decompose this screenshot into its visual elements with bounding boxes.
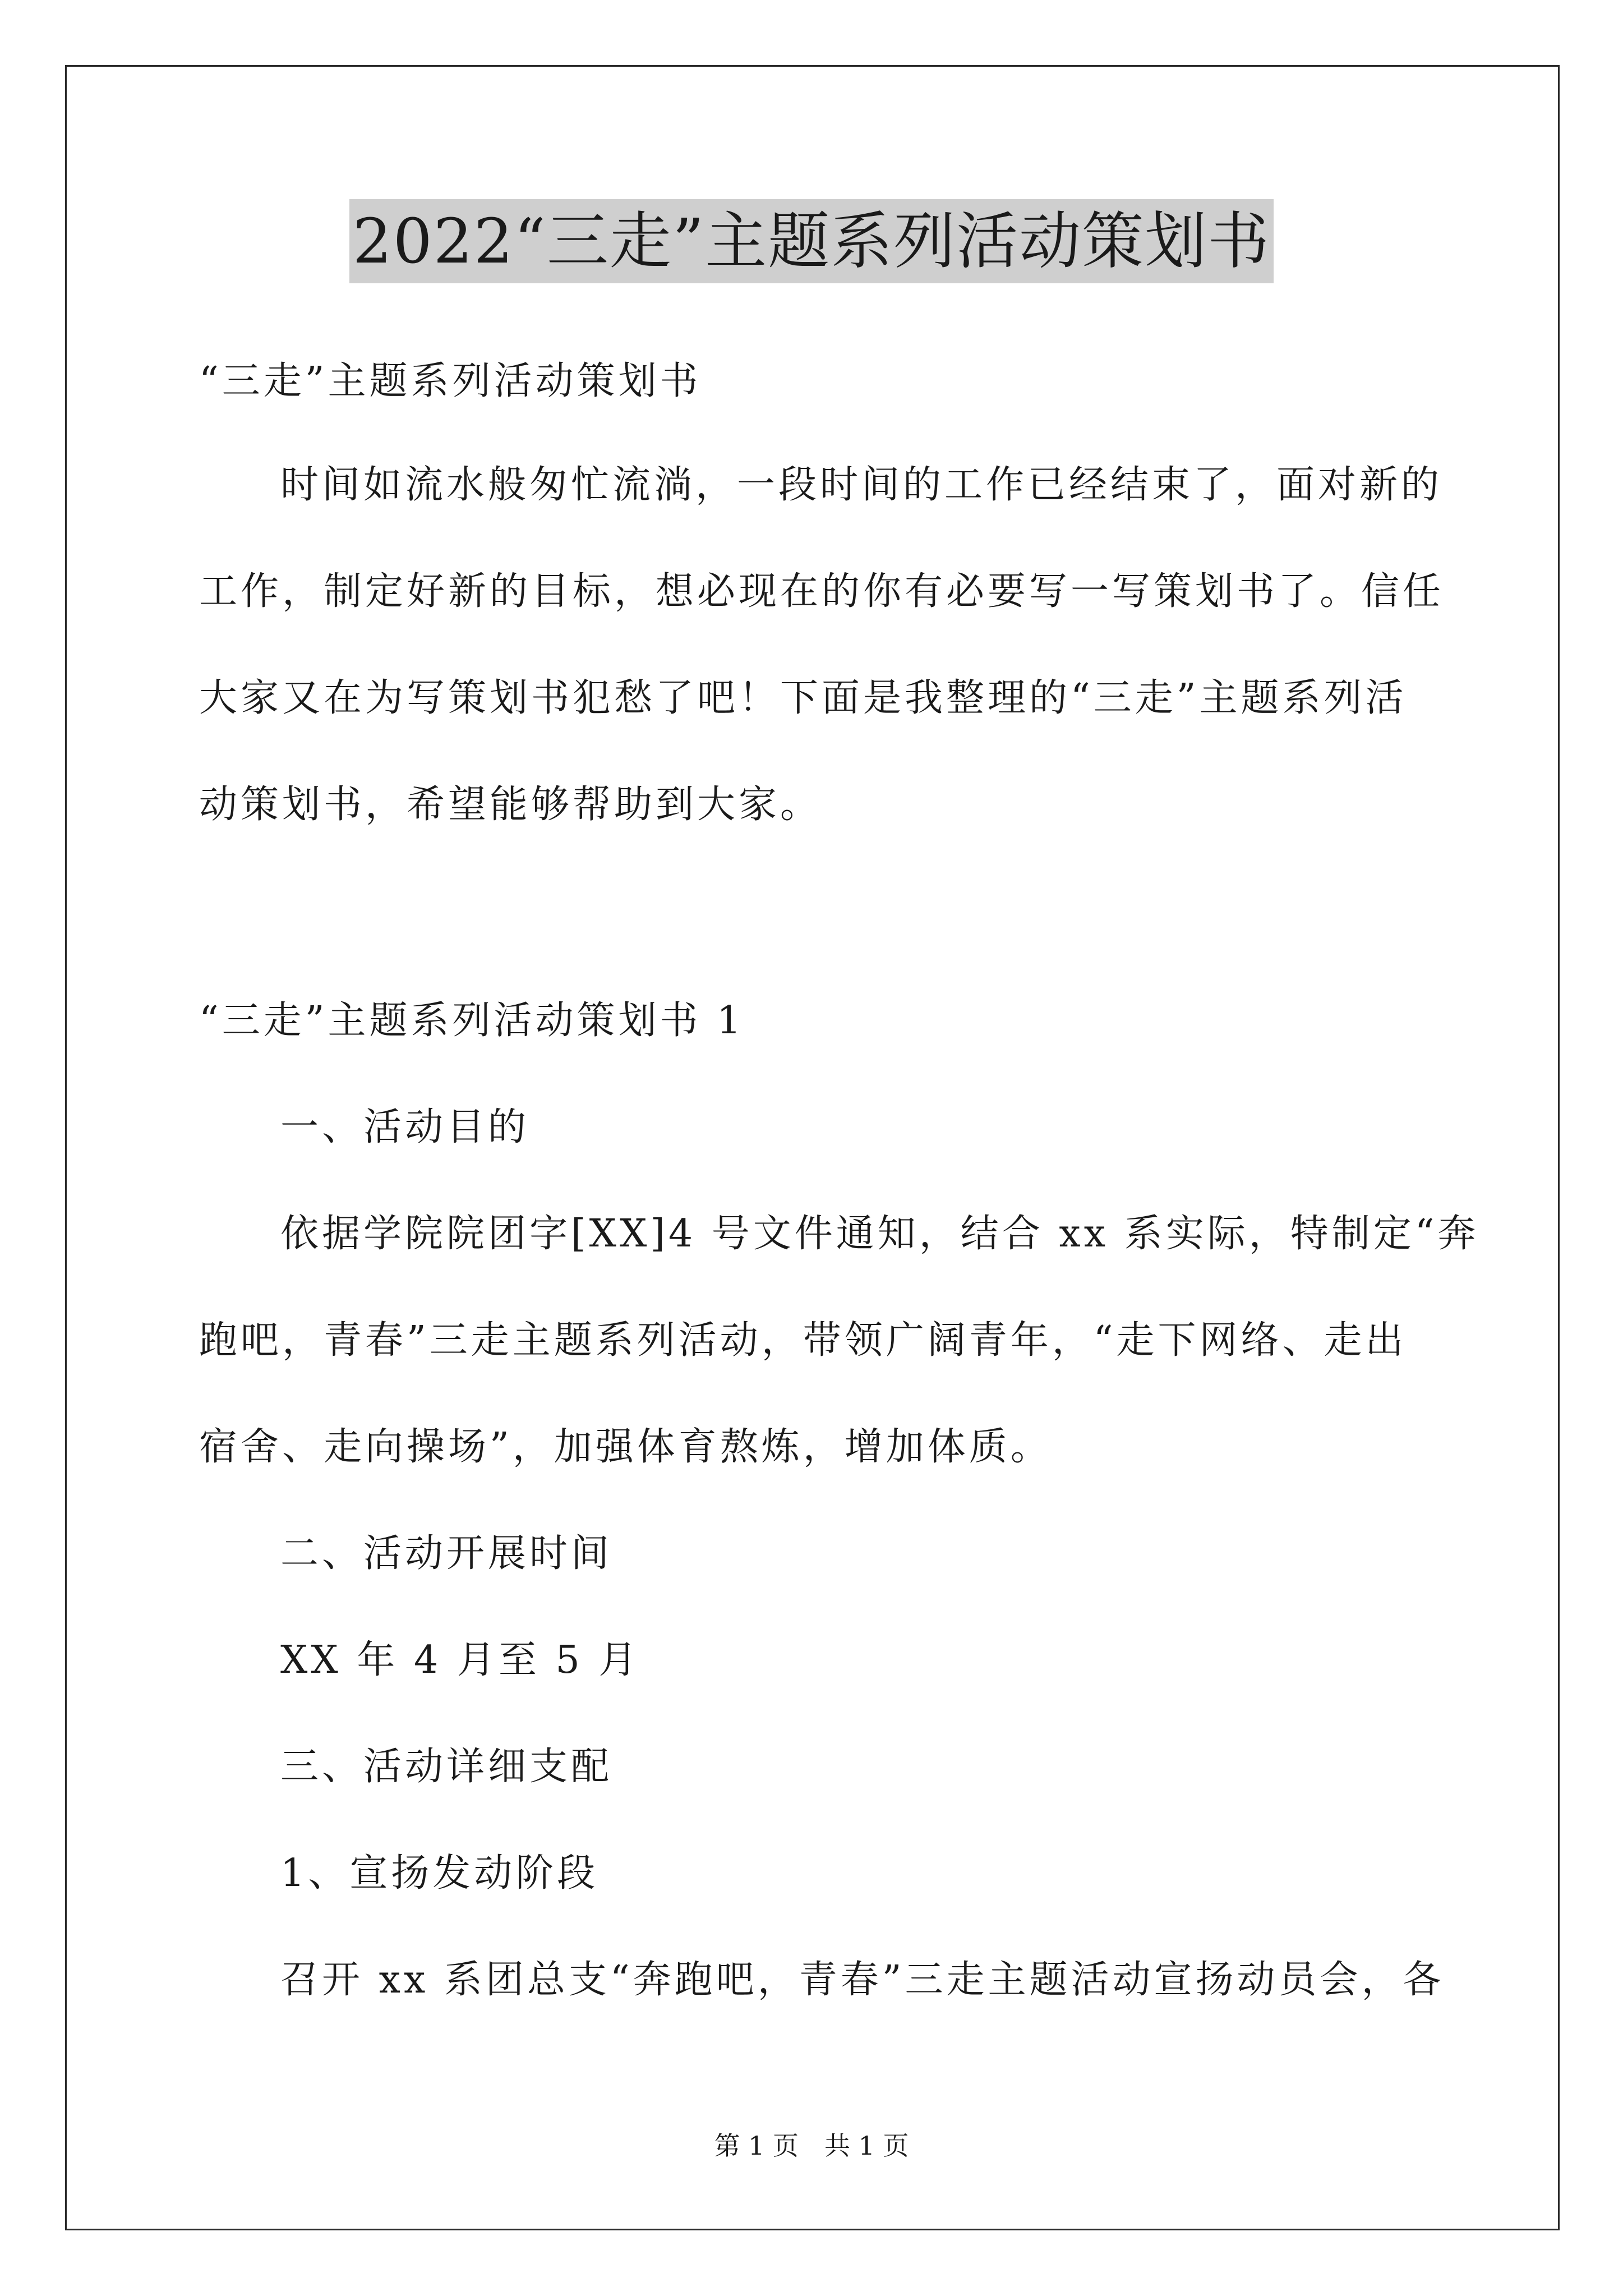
time-text: XX 年 4 月至 5 月 — [280, 1638, 640, 1682]
purpose-line-2: 跑吧，青春”三走主题系列活动，带领广阔青年，“走下网络、走出 — [199, 1318, 1407, 1363]
sub-heading-promotion: 1、宣扬发动阶段 — [280, 1851, 599, 1895]
intro-line-1: 时间如流水般匆忙流淌，一段时间的工作已经结束了，面对新的 — [280, 463, 1443, 507]
page-footer: 第 1 页 共 1 页 — [714, 2131, 909, 2161]
purpose-line-3: 宿舍、走向操场”，加强体育熬炼，增加体质。 — [199, 1425, 1052, 1469]
document-title: 2022“三走”主题系列活动策划书 — [349, 199, 1274, 283]
intro-line-4: 动策划书，希望能够帮助到大家。 — [199, 783, 822, 827]
purpose-line-1: 依据学院院团字[XX]4 号文件通知，结合 xx 系实际，特制定“奔 — [280, 1212, 1479, 1256]
heading-time: 二、活动开展时间 — [280, 1531, 613, 1576]
promotion-line-1: 召开 xx 系团总支“奔跑吧，青春”三走主题活动宣扬动员会，各 — [280, 1958, 1445, 2002]
intro-line-2: 工作，制定好新的目标，想必现在的你有必要写一写策划书了。信任 — [199, 569, 1445, 614]
document-subtitle: “三走”主题系列活动策划书 — [199, 359, 702, 403]
heading-purpose: 一、活动目的 — [280, 1105, 530, 1149]
section-title: “三走”主题系列活动策划书 1 — [199, 999, 745, 1043]
heading-arrangement: 三、活动详细支配 — [280, 1745, 613, 1789]
intro-line-3: 大家又在为写策划书犯愁了吧！下面是我整理的“三走”主题系列活 — [199, 676, 1407, 720]
title-container — [0, 199, 1623, 283]
